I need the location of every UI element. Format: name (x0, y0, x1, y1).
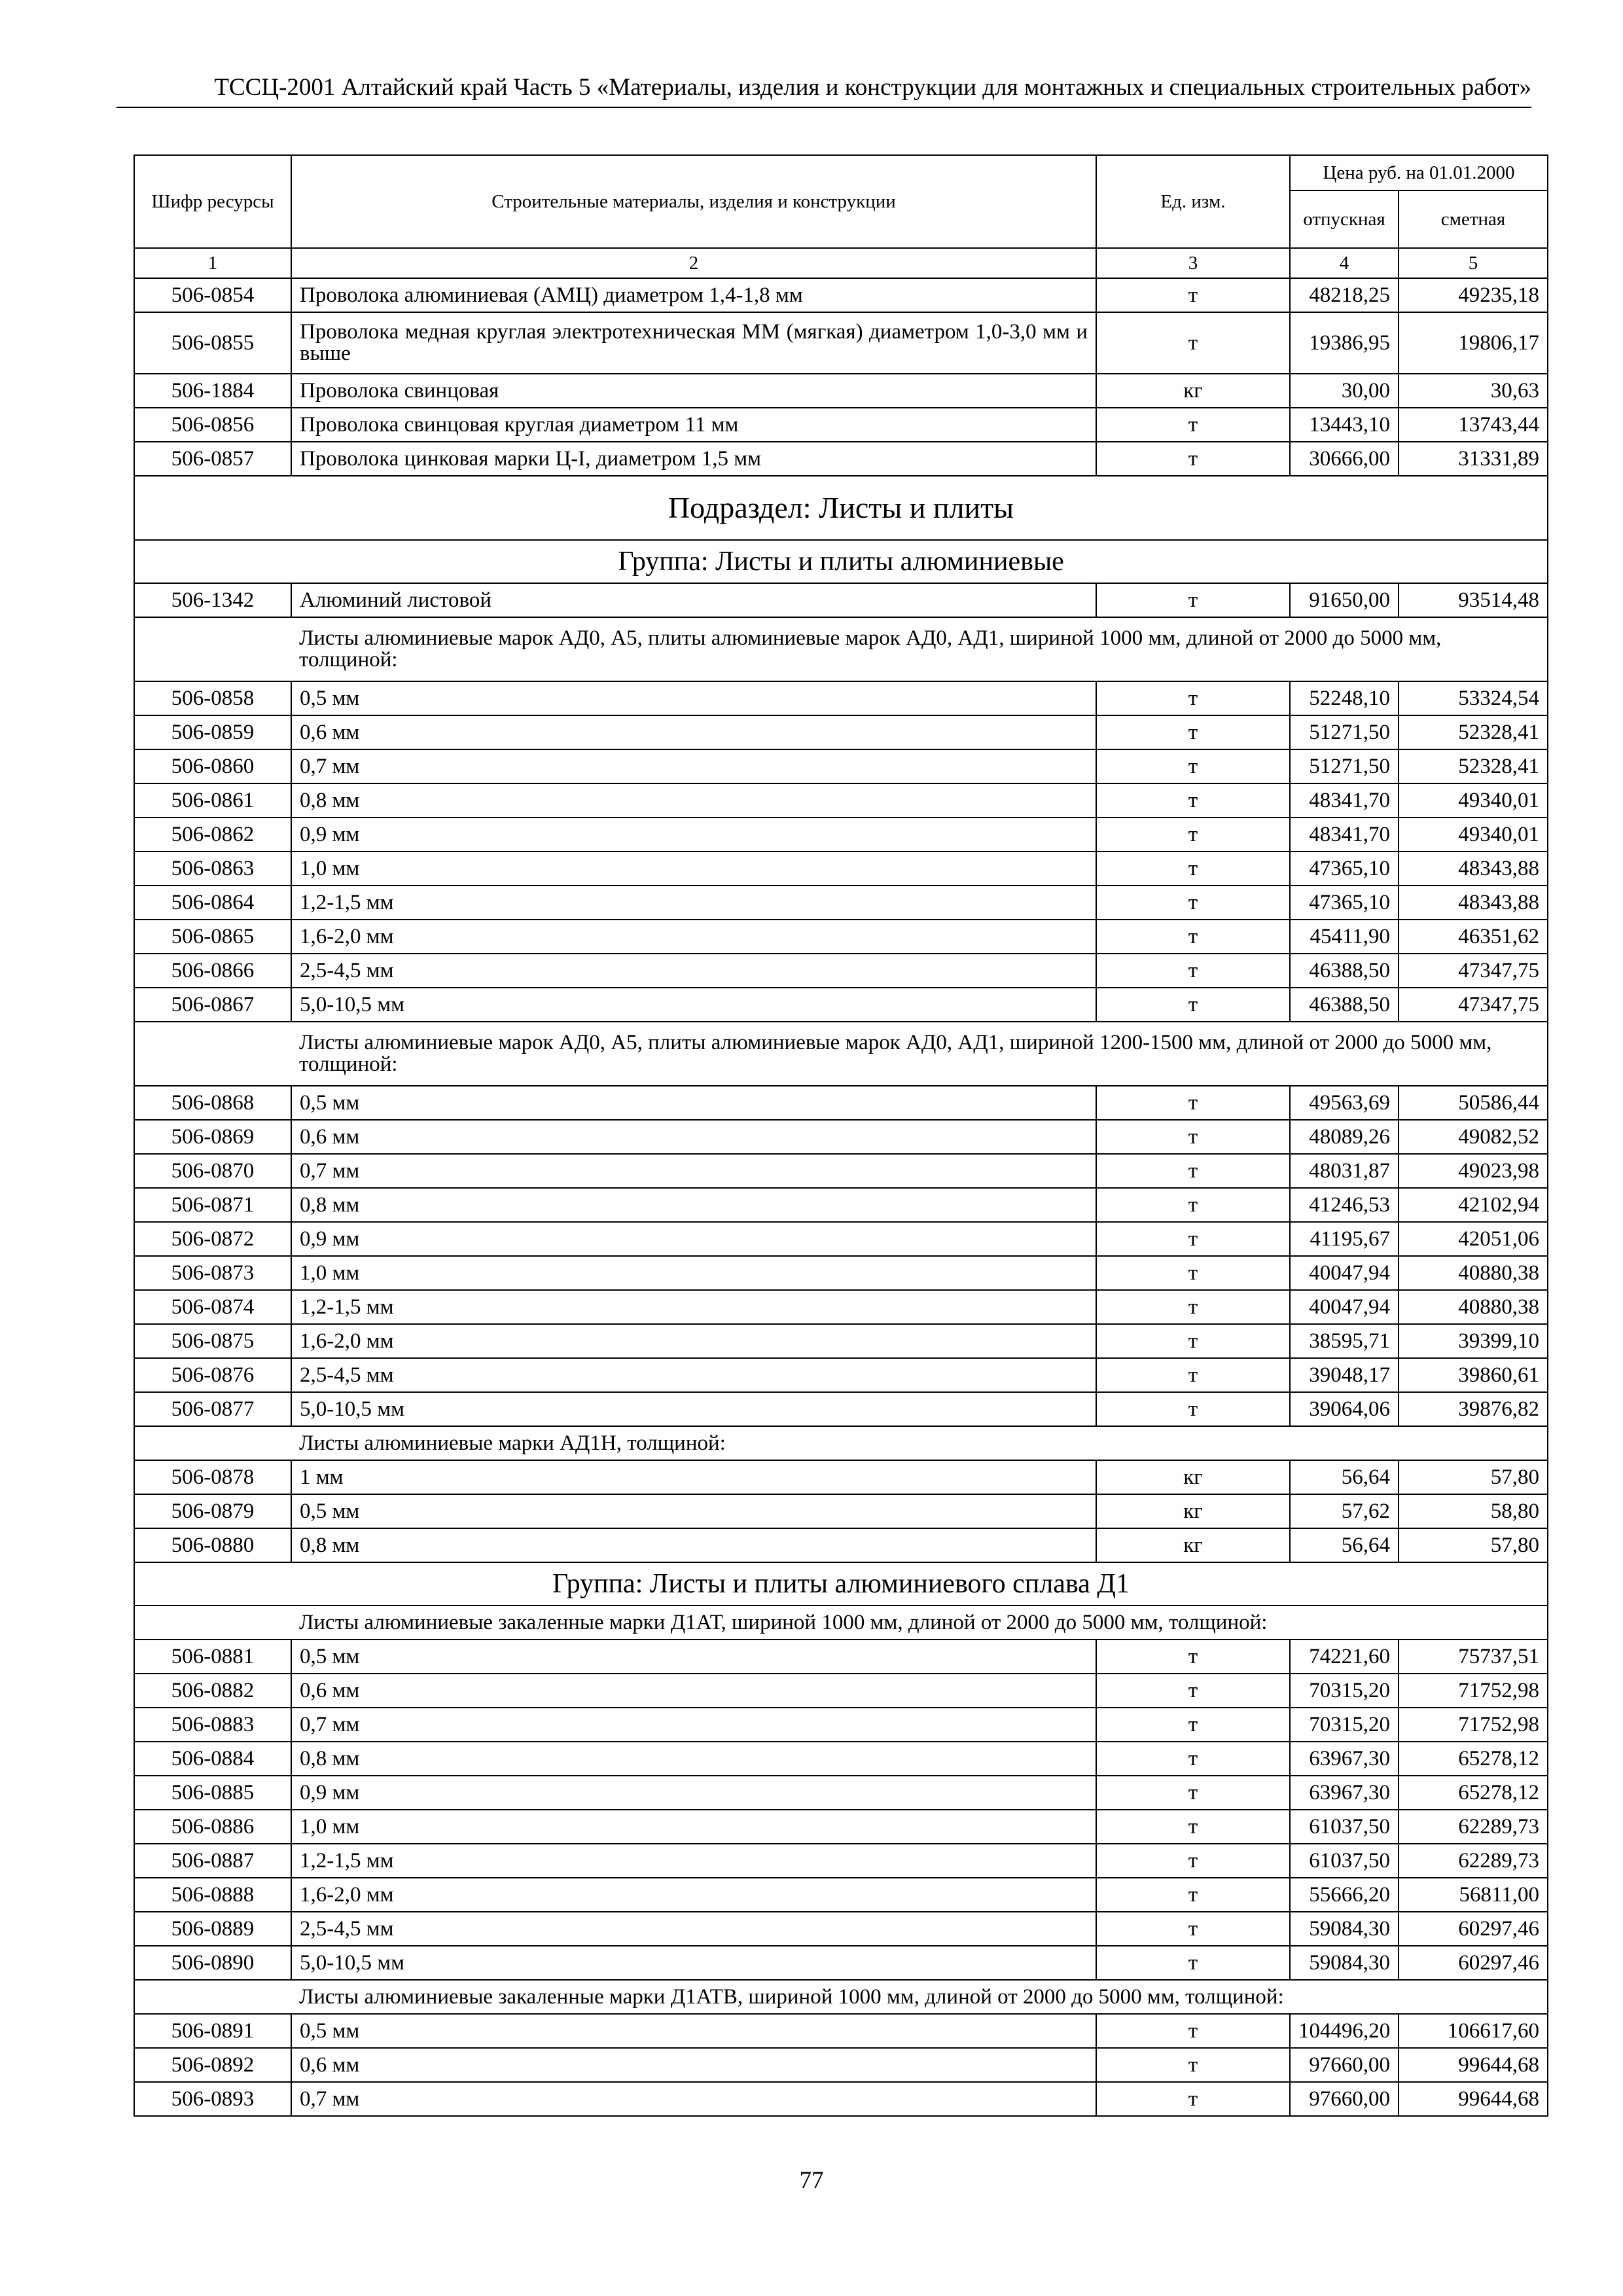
table-row (134, 1358, 1548, 1392)
resource-code: 506-0873 (134, 1256, 291, 1290)
price-estimate: 58,80 (1399, 1494, 1548, 1528)
resource-unit: т (1096, 1086, 1290, 1120)
price-estimate: 57,80 (1399, 1528, 1548, 1562)
header-unit: Ед. изм. (1096, 155, 1290, 248)
resource-unit: т (1096, 1640, 1290, 1674)
table-header-row (134, 155, 1548, 190)
subsection-title-row (134, 476, 1548, 540)
price-release: 39048,17 (1290, 1358, 1399, 1392)
resource-unit: т (1096, 1120, 1290, 1154)
price-release: 48341,70 (1290, 817, 1399, 852)
table-row (134, 583, 1548, 617)
subgroup-description: Листы алюминиевые марок АД0, А5, плиты алюминиевые марок АД0, АД1, шириной 1000 мм, длиной от 2000 до 5000 мм, толщиной: (291, 617, 1548, 681)
price-release: 30,00 (1290, 374, 1399, 408)
resource-unit: т (1096, 583, 1290, 617)
resource-unit: т (1096, 1912, 1290, 1946)
table-row (134, 1256, 1548, 1290)
resource-name: 1,0 мм (291, 852, 1096, 886)
price-estimate: 49235,18 (1399, 278, 1548, 312)
resource-unit: т (1096, 1674, 1290, 1708)
table-row (134, 749, 1548, 783)
resource-name: 5,0-10,5 мм (291, 1392, 1096, 1426)
price-estimate: 106617,60 (1399, 2014, 1548, 2048)
resource-unit: т (1096, 817, 1290, 852)
price-release: 51271,50 (1290, 749, 1399, 783)
resource-name: 0,8 мм (291, 1188, 1096, 1222)
resource-unit: т (1096, 1946, 1290, 1980)
price-estimate: 13743,44 (1399, 408, 1548, 442)
table-row (134, 1810, 1548, 1844)
resource-name: 5,0-10,5 мм (291, 1946, 1096, 1980)
resource-name: 1,0 мм (291, 1810, 1096, 1844)
resource-code: 506-0887 (134, 1844, 291, 1878)
header-price-release: отпускная (1290, 190, 1399, 248)
resource-unit: т (1096, 1392, 1290, 1426)
resource-code: 506-0892 (134, 2048, 291, 2082)
price-release: 47365,10 (1290, 886, 1399, 920)
table-row (134, 920, 1548, 954)
resource-name: 1,2-1,5 мм (291, 1844, 1096, 1878)
resource-code: 506-0859 (134, 715, 291, 749)
table-row (134, 408, 1548, 442)
price-release: 61037,50 (1290, 1810, 1399, 1844)
resource-code: 506-0855 (134, 312, 291, 374)
resource-unit: т (1096, 312, 1290, 374)
resource-name: 1,6-2,0 мм (291, 1878, 1096, 1912)
resource-name: 0,5 мм (291, 1086, 1096, 1120)
price-table (134, 154, 1548, 2117)
resource-code: 506-0870 (134, 1154, 291, 1188)
resource-unit: кг (1096, 1460, 1290, 1494)
price-release: 46388,50 (1290, 954, 1399, 988)
price-release: 48218,25 (1290, 278, 1399, 312)
resource-code: 506-0866 (134, 954, 291, 988)
resource-unit: т (1096, 1878, 1290, 1912)
resource-code: 506-1342 (134, 583, 291, 617)
table-row (134, 681, 1548, 715)
table-row (134, 1946, 1548, 1980)
price-estimate: 99644,68 (1399, 2048, 1548, 2082)
resource-unit: т (1096, 1290, 1290, 1324)
price-estimate: 60297,46 (1399, 1912, 1548, 1946)
price-release: 52248,10 (1290, 681, 1399, 715)
table-row (134, 374, 1548, 408)
price-estimate: 46351,62 (1399, 920, 1548, 954)
price-estimate: 50586,44 (1399, 1086, 1548, 1120)
resource-name: 0,7 мм (291, 2082, 1096, 2116)
price-release: 59084,30 (1290, 1912, 1399, 1946)
resource-name: 0,9 мм (291, 1776, 1096, 1810)
empty-code-cell (134, 1426, 291, 1460)
price-estimate: 65278,12 (1399, 1776, 1548, 1810)
resource-name: 0,6 мм (291, 715, 1096, 749)
price-release: 48031,87 (1290, 1154, 1399, 1188)
price-estimate: 75737,51 (1399, 1640, 1548, 1674)
table-row (134, 1640, 1548, 1674)
resource-code: 506-0890 (134, 1946, 291, 1980)
table-row (134, 2048, 1548, 2082)
resource-name: 0,6 мм (291, 2048, 1096, 2082)
resource-code: 506-0854 (134, 278, 291, 312)
resource-name: 0,5 мм (291, 1640, 1096, 1674)
table-row (134, 1742, 1548, 1776)
resource-name: 2,5-4,5 мм (291, 954, 1096, 988)
header-price: Цена руб. на 01.01.2000 (1290, 155, 1548, 190)
resource-name: 1,6-2,0 мм (291, 1324, 1096, 1358)
resource-name: 0,7 мм (291, 1708, 1096, 1742)
resource-unit: т (1096, 681, 1290, 715)
group-title: Группа: Листы и плиты алюминиевого сплава Д1 (134, 1562, 1548, 1605)
price-release: 56,64 (1290, 1528, 1399, 1562)
resource-unit: кг (1096, 1494, 1290, 1528)
resource-code: 506-0884 (134, 1742, 291, 1776)
table-row (134, 1188, 1548, 1222)
resource-unit: т (1096, 1708, 1290, 1742)
column-number: 4 (1290, 248, 1399, 278)
price-release: 41246,53 (1290, 1188, 1399, 1222)
price-release: 46388,50 (1290, 988, 1399, 1022)
price-release: 19386,95 (1290, 312, 1399, 374)
price-estimate: 39399,10 (1399, 1324, 1548, 1358)
price-release: 63967,30 (1290, 1742, 1399, 1776)
resource-unit: т (1096, 715, 1290, 749)
price-estimate: 49023,98 (1399, 1154, 1548, 1188)
price-release: 40047,94 (1290, 1256, 1399, 1290)
resource-name: 0,5 мм (291, 1494, 1096, 1528)
price-estimate: 40880,38 (1399, 1256, 1548, 1290)
subgroup-description-row (134, 617, 1548, 681)
table-row (134, 1154, 1548, 1188)
resource-name: 0,7 мм (291, 1154, 1096, 1188)
table-row (134, 1528, 1548, 1562)
table-row (134, 1086, 1548, 1120)
resource-name: 0,8 мм (291, 1528, 1096, 1562)
table-row (134, 715, 1548, 749)
resource-code: 506-0863 (134, 852, 291, 886)
price-release: 97660,00 (1290, 2048, 1399, 2082)
table-row (134, 2082, 1548, 2116)
price-release: 61037,50 (1290, 1844, 1399, 1878)
empty-code-cell (134, 617, 291, 681)
resource-unit: кг (1096, 1528, 1290, 1562)
resource-name: 1,0 мм (291, 1256, 1096, 1290)
resource-name: 0,9 мм (291, 817, 1096, 852)
price-release: 39064,06 (1290, 1392, 1399, 1426)
resource-code: 506-0885 (134, 1776, 291, 1810)
resource-name: 0,6 мм (291, 1674, 1096, 1708)
table-row (134, 817, 1548, 852)
resource-unit: т (1096, 1154, 1290, 1188)
price-release: 57,62 (1290, 1494, 1399, 1528)
resource-unit: т (1096, 1358, 1290, 1392)
price-estimate: 30,63 (1399, 374, 1548, 408)
price-release: 70315,20 (1290, 1708, 1399, 1742)
column-number: 1 (134, 248, 291, 278)
resource-code: 506-0856 (134, 408, 291, 442)
resource-unit: т (1096, 2048, 1290, 2082)
subgroup-description-row (134, 1426, 1548, 1460)
price-estimate: 49082,52 (1399, 1120, 1548, 1154)
price-release: 45411,90 (1290, 920, 1399, 954)
resource-unit: кг (1096, 374, 1290, 408)
resource-name: Проволока свинцовая круглая диаметром 11 мм (291, 408, 1096, 442)
price-release: 55666,20 (1290, 1878, 1399, 1912)
price-release: 74221,60 (1290, 1640, 1399, 1674)
resource-name: Проволока алюминиевая (АМЦ) диаметром 1,4-1,8 мм (291, 278, 1096, 312)
resource-code: 506-0879 (134, 1494, 291, 1528)
table-row (134, 1290, 1548, 1324)
resource-unit: т (1096, 1256, 1290, 1290)
column-number: 2 (291, 248, 1096, 278)
price-release: 38595,71 (1290, 1324, 1399, 1358)
price-release: 47365,10 (1290, 852, 1399, 886)
table-row (134, 1222, 1548, 1256)
table-row (134, 1494, 1548, 1528)
resource-code: 506-0889 (134, 1912, 291, 1946)
price-release: 51271,50 (1290, 715, 1399, 749)
resource-name: 0,6 мм (291, 1120, 1096, 1154)
resource-unit: т (1096, 1188, 1290, 1222)
price-estimate: 53324,54 (1399, 681, 1548, 715)
resource-name: Проволока свинцовая (291, 374, 1096, 408)
price-release: 59084,30 (1290, 1946, 1399, 1980)
table-row (134, 1392, 1548, 1426)
header-price-estimate: сметная (1399, 190, 1548, 248)
subgroup-description-row (134, 1605, 1548, 1640)
resource-unit: т (1096, 1776, 1290, 1810)
resource-unit: т (1096, 2082, 1290, 2116)
resource-name: 0,8 мм (291, 783, 1096, 817)
price-estimate: 52328,41 (1399, 749, 1548, 783)
resource-code: 506-0872 (134, 1222, 291, 1256)
group-title-row (134, 540, 1548, 583)
resource-name: 1,2-1,5 мм (291, 886, 1096, 920)
resource-name: 0,5 мм (291, 2014, 1096, 2048)
resource-name: 0,5 мм (291, 681, 1096, 715)
price-estimate: 42102,94 (1399, 1188, 1548, 1222)
resource-code: 506-0871 (134, 1188, 291, 1222)
resource-code: 506-0883 (134, 1708, 291, 1742)
price-release: 63967,30 (1290, 1776, 1399, 1810)
table-row (134, 852, 1548, 886)
subgroup-description-row (134, 1022, 1548, 1086)
resource-unit: т (1096, 988, 1290, 1022)
price-estimate: 71752,98 (1399, 1708, 1548, 1742)
price-release: 97660,00 (1290, 2082, 1399, 2116)
price-estimate: 48343,88 (1399, 886, 1548, 920)
empty-code-cell (134, 1605, 291, 1640)
resource-unit: т (1096, 852, 1290, 886)
resource-code: 506-0865 (134, 920, 291, 954)
resource-code: 506-0882 (134, 1674, 291, 1708)
resource-name: 1 мм (291, 1460, 1096, 1494)
resource-unit: т (1096, 1810, 1290, 1844)
page-header-title: ТССЦ-2001 Алтайский край Часть 5 «Материалы, изделия и конструкции для монтажных и специальных строительных работ» (214, 74, 1531, 101)
table-row (134, 1776, 1548, 1810)
resource-unit: т (1096, 954, 1290, 988)
resource-code: 506-0869 (134, 1120, 291, 1154)
table-body (134, 278, 1548, 2116)
subsection-title: Подраздел: Листы и плиты (134, 476, 1548, 540)
resource-code: 506-0868 (134, 1086, 291, 1120)
resource-name: 0,8 мм (291, 1742, 1096, 1776)
table-row (134, 1324, 1548, 1358)
price-release: 13443,10 (1290, 408, 1399, 442)
price-estimate: 49340,01 (1399, 783, 1548, 817)
group-title-row (134, 1562, 1548, 1605)
subgroup-description-row (134, 1980, 1548, 2014)
price-release: 30666,00 (1290, 442, 1399, 476)
price-release: 91650,00 (1290, 583, 1399, 617)
resource-code: 506-0861 (134, 783, 291, 817)
resource-code: 506-0875 (134, 1324, 291, 1358)
resource-code: 506-1884 (134, 374, 291, 408)
price-estimate: 52328,41 (1399, 715, 1548, 749)
resource-code: 506-0880 (134, 1528, 291, 1562)
resource-code: 506-0857 (134, 442, 291, 476)
resource-unit: т (1096, 442, 1290, 476)
price-release: 70315,20 (1290, 1674, 1399, 1708)
resource-unit: т (1096, 278, 1290, 312)
price-estimate: 49340,01 (1399, 817, 1548, 852)
resource-name: 0,9 мм (291, 1222, 1096, 1256)
table-row (134, 1460, 1548, 1494)
table-row (134, 1912, 1548, 1946)
price-estimate: 62289,73 (1399, 1844, 1548, 1878)
empty-code-cell (134, 1022, 291, 1086)
price-estimate: 39860,61 (1399, 1358, 1548, 1392)
table-row (134, 442, 1548, 476)
price-estimate: 60297,46 (1399, 1946, 1548, 1980)
resource-name: Проволока цинковая марки Ц-I, диаметром 1,5 мм (291, 442, 1096, 476)
price-estimate: 39876,82 (1399, 1392, 1548, 1426)
price-release: 40047,94 (1290, 1290, 1399, 1324)
table-row (134, 1674, 1548, 1708)
subgroup-description: Листы алюминиевые закаленные марки Д1АТ, шириной 1000 мм, длиной от 2000 до 5000 мм, толщиной: (291, 1605, 1548, 1640)
resource-unit: т (1096, 2014, 1290, 2048)
table-row (134, 783, 1548, 817)
resource-name: 2,5-4,5 мм (291, 1912, 1096, 1946)
price-estimate: 99644,68 (1399, 2082, 1548, 2116)
header-divider (116, 107, 1531, 108)
table-row (134, 886, 1548, 920)
resource-unit: т (1096, 749, 1290, 783)
resource-name: 2,5-4,5 мм (291, 1358, 1096, 1392)
resource-unit: т (1096, 1324, 1290, 1358)
subgroup-description: Листы алюминиевые марки АД1Н, толщиной: (291, 1426, 1548, 1460)
resource-name: 5,0-10,5 мм (291, 988, 1096, 1022)
price-estimate: 57,80 (1399, 1460, 1548, 1494)
price-release: 41195,67 (1290, 1222, 1399, 1256)
price-estimate: 48343,88 (1399, 852, 1548, 886)
price-release: 48341,70 (1290, 783, 1399, 817)
resource-name: 1,6-2,0 мм (291, 920, 1096, 954)
resource-code: 506-0876 (134, 1358, 291, 1392)
resource-code: 506-0888 (134, 1878, 291, 1912)
price-estimate: 31331,89 (1399, 442, 1548, 476)
resource-unit: т (1096, 920, 1290, 954)
resource-code: 506-0886 (134, 1810, 291, 1844)
header-name: Строительные материалы, изделия и конструкции (291, 155, 1096, 248)
subgroup-description: Листы алюминиевые закаленные марки Д1АТВ, шириной 1000 мм, длиной от 2000 до 5000 мм, толщиной: (291, 1980, 1548, 2014)
resource-unit: т (1096, 1222, 1290, 1256)
resource-code: 506-0893 (134, 2082, 291, 2116)
table-row (134, 954, 1548, 988)
column-number-row (134, 248, 1548, 278)
column-number: 3 (1096, 248, 1290, 278)
price-estimate: 47347,75 (1399, 988, 1548, 1022)
table-row (134, 988, 1548, 1022)
table-row (134, 1844, 1548, 1878)
resource-code: 506-0878 (134, 1460, 291, 1494)
table-row (134, 312, 1548, 374)
resource-name: Алюминий листовой (291, 583, 1096, 617)
resource-code: 506-0891 (134, 2014, 291, 2048)
resource-code: 506-0867 (134, 988, 291, 1022)
resource-unit: т (1096, 408, 1290, 442)
column-number: 5 (1399, 248, 1548, 278)
table-row (134, 278, 1548, 312)
table-row (134, 2014, 1548, 2048)
table-row (134, 1708, 1548, 1742)
resource-code: 506-0881 (134, 1640, 291, 1674)
resource-code: 506-0874 (134, 1290, 291, 1324)
empty-code-cell (134, 1980, 291, 2014)
page-number: 77 (799, 2167, 824, 2194)
price-estimate: 42051,06 (1399, 1222, 1548, 1256)
resource-code: 506-0877 (134, 1392, 291, 1426)
price-estimate: 47347,75 (1399, 954, 1548, 988)
price-estimate: 93514,48 (1399, 583, 1548, 617)
price-release: 104496,20 (1290, 2014, 1399, 2048)
resource-name: 0,7 мм (291, 749, 1096, 783)
price-estimate: 56811,00 (1399, 1878, 1548, 1912)
price-release: 48089,26 (1290, 1120, 1399, 1154)
resource-code: 506-0864 (134, 886, 291, 920)
price-estimate: 40880,38 (1399, 1290, 1548, 1324)
resource-unit: т (1096, 1742, 1290, 1776)
header-code: Шифр ресурсы (134, 155, 291, 248)
price-release: 49563,69 (1290, 1086, 1399, 1120)
price-estimate: 65278,12 (1399, 1742, 1548, 1776)
resource-code: 506-0860 (134, 749, 291, 783)
price-estimate: 71752,98 (1399, 1674, 1548, 1708)
price-release: 56,64 (1290, 1460, 1399, 1494)
table-row (134, 1878, 1548, 1912)
price-estimate: 62289,73 (1399, 1810, 1548, 1844)
table-row (134, 1120, 1548, 1154)
resource-name: 1,2-1,5 мм (291, 1290, 1096, 1324)
group-title: Группа: Листы и плиты алюминиевые (134, 540, 1548, 583)
resource-code: 506-0862 (134, 817, 291, 852)
subgroup-description: Листы алюминиевые марок АД0, А5, плиты алюминиевые марок АД0, АД1, шириной 1200-1500 мм, длиной от 2000 до 5000 мм, толщиной: (291, 1022, 1548, 1086)
resource-unit: т (1096, 886, 1290, 920)
price-estimate: 19806,17 (1399, 312, 1548, 374)
resource-code: 506-0858 (134, 681, 291, 715)
resource-unit: т (1096, 783, 1290, 817)
resource-name: Проволока медная круглая электротехническая ММ (мягкая) диаметром 1,0-3,0 мм и выше (291, 312, 1096, 374)
resource-unit: т (1096, 1844, 1290, 1878)
